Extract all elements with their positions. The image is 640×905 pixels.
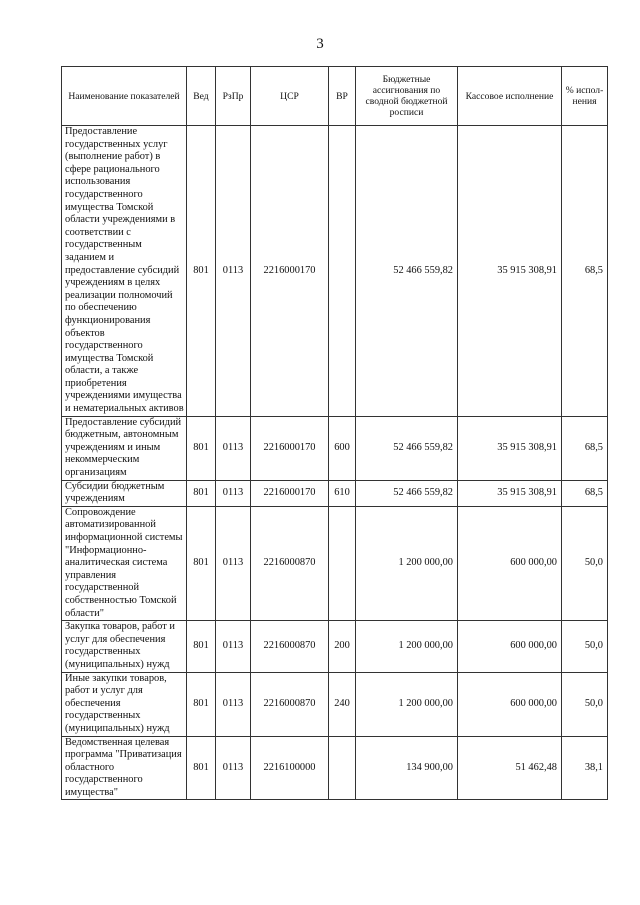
- row-cash: 51 462,48: [458, 736, 562, 800]
- row-name: Предоставление субсидий бюджетным, автономным учреждениям и иным некоммерческим организациям: [62, 416, 187, 480]
- row-pct: 50,0: [562, 506, 608, 620]
- row-cash: 35 915 308,91: [458, 416, 562, 480]
- row-vr: 600: [329, 416, 356, 480]
- row-ved: 801: [187, 621, 216, 672]
- table-row: [62, 416, 608, 480]
- row-budget: 52 466 559,82: [356, 416, 458, 480]
- row-budget: 1 200 000,00: [356, 672, 458, 736]
- row-csr: 2216000870: [251, 621, 329, 672]
- row-cash: 600 000,00: [458, 621, 562, 672]
- row-vr: [329, 506, 356, 620]
- table-row: [62, 621, 608, 672]
- row-cash: 600 000,00: [458, 506, 562, 620]
- header-cash: Кассовое исполнение: [458, 67, 562, 126]
- row-budget: 52 466 559,82: [356, 126, 458, 417]
- header-rzpr: РзПр: [216, 67, 251, 126]
- row-cash: 600 000,00: [458, 672, 562, 736]
- row-csr: 2216000170: [251, 126, 329, 417]
- row-pct: 68,5: [562, 480, 608, 506]
- table-row: [62, 736, 608, 800]
- row-ved: 801: [187, 126, 216, 417]
- header-name: Наименование показателей: [62, 67, 187, 126]
- table-header-row: [62, 67, 608, 126]
- table-row: [62, 126, 608, 417]
- row-pct: 68,5: [562, 416, 608, 480]
- row-vr: [329, 126, 356, 417]
- header-vr: ВР: [329, 67, 356, 126]
- row-rzpr: 0113: [216, 506, 251, 620]
- row-rzpr: 0113: [216, 736, 251, 800]
- table-row: [62, 672, 608, 736]
- row-pct: 38,1: [562, 736, 608, 800]
- table-row: [62, 506, 608, 620]
- row-pct: 50,0: [562, 621, 608, 672]
- row-vr: 610: [329, 480, 356, 506]
- budget-execution-table: [61, 66, 608, 800]
- row-name: Ведомственная целевая программа "Приватизация областного государственного имущества": [62, 736, 187, 800]
- row-rzpr: 0113: [216, 416, 251, 480]
- row-name: Субсидии бюджетным учреждениям: [62, 480, 187, 506]
- row-cash: 35 915 308,91: [458, 480, 562, 506]
- row-budget: 1 200 000,00: [356, 621, 458, 672]
- row-csr: 2216000170: [251, 416, 329, 480]
- row-budget: 52 466 559,82: [356, 480, 458, 506]
- row-name: Сопровождение автоматизированной информационной системы "Информационно-аналитическая система управления государственной собственностью Томской области": [62, 506, 187, 620]
- row-pct: 50,0: [562, 672, 608, 736]
- row-csr: 2216000870: [251, 506, 329, 620]
- row-budget: 1 200 000,00: [356, 506, 458, 620]
- row-rzpr: 0113: [216, 126, 251, 417]
- row-pct: 68,5: [562, 126, 608, 417]
- page-number: 3: [316, 36, 324, 52]
- header-budget: Бюджетные ассигнования по сводной бюджетной росписи: [356, 67, 458, 126]
- row-csr: 2216100000: [251, 736, 329, 800]
- row-csr: 2216000870: [251, 672, 329, 736]
- header-ved: Вед: [187, 67, 216, 126]
- row-name: Закупка товаров, работ и услуг для обеспечения государственных (муниципальных) нужд: [62, 621, 187, 672]
- row-ved: 801: [187, 480, 216, 506]
- row-rzpr: 0113: [216, 480, 251, 506]
- row-ved: 801: [187, 506, 216, 620]
- row-vr: 200: [329, 621, 356, 672]
- row-ved: 801: [187, 672, 216, 736]
- row-ved: 801: [187, 736, 216, 800]
- row-name: Предоставление государственных услуг (выполнение работ) в сфере рационального использования государственного имущества Томской области учреждениями в соответствии с государственным заданием и предоставление субсидий учреждениям в целях реализации полномочий по обеспечению функционирования объектов государственного имущества Томской области, а также приобретения учреждениями имущества и нематериальных активов: [62, 126, 187, 417]
- row-csr: 2216000170: [251, 480, 329, 506]
- row-vr: [329, 736, 356, 800]
- row-ved: 801: [187, 416, 216, 480]
- row-rzpr: 0113: [216, 621, 251, 672]
- row-budget: 134 900,00: [356, 736, 458, 800]
- row-cash: 35 915 308,91: [458, 126, 562, 417]
- header-csr: ЦСР: [251, 67, 329, 126]
- row-rzpr: 0113: [216, 672, 251, 736]
- table-row: [62, 480, 608, 506]
- row-vr: 240: [329, 672, 356, 736]
- header-pct: % испол-нения: [562, 67, 608, 126]
- row-name: Иные закупки товаров, работ и услуг для обеспечения государственных (муниципальных) нужд: [62, 672, 187, 736]
